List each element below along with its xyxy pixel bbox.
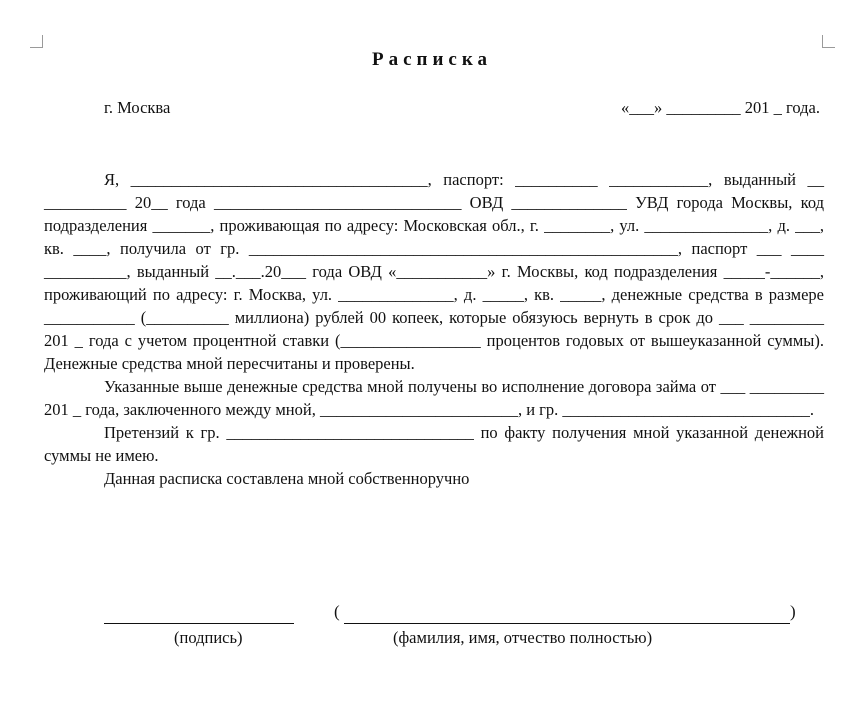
full-name-line: [344, 623, 790, 624]
crop-mark-right: [822, 35, 835, 48]
signature-caption: (подпись): [174, 628, 243, 647]
city-label: г. Москва: [104, 98, 171, 117]
date-line: «___» _________ 201 _ года.: [621, 98, 820, 117]
open-paren: (: [334, 602, 340, 621]
paragraph-loan-basis: Указанные выше денежные средства мной получены во исполнение договора займа от ___ _________ 201 _ года, заключенного между мной, ________________________, и гр. ______________________________.: [44, 377, 824, 419]
paragraph-no-claims: Претензий к гр. ______________________________ по факту получения мной указанной денежной суммы не имею.: [44, 423, 824, 465]
signature-line: [104, 623, 294, 624]
paragraph-handwritten: Данная расписка составлена мной собственноручно: [104, 469, 470, 488]
document-title: Расписка: [371, 49, 493, 70]
crop-mark-left: [30, 35, 43, 48]
paragraph-main: Я, ____________________________________, паспорт: __________ ____________, выданный __ __________ 20__ года ______________________________ ОВД ______________ УВД города Москвы, код подразделения _______, проживающая по адресу: Московская обл., г. ________, ул. _______________, д. ___, кв. ____, получила от гр. ____________________________________________________, паспорт ___ ____ __________, выданный __.___.20___ года ОВД «___________» г. Москвы, код подразделения _____-______, проживающий по адресу: г. Москва, ул. ______________, д. _____, кв. _____, денежные средства в размере ___________ (__________ миллиона) рублей 00 копеек, которые обязуюсь вернуть в срок до ___ _________ 201 _ года с учетом процентной ставки (_________________ процентов годовых от вышеуказанной суммы). Денежные средства мной пересчитаны и проверены.: [44, 170, 824, 373]
document-body: [44, 168, 824, 490]
full-name-caption: (фамилия, имя, отчество полностью): [393, 628, 653, 647]
close-paren: ): [790, 602, 796, 621]
